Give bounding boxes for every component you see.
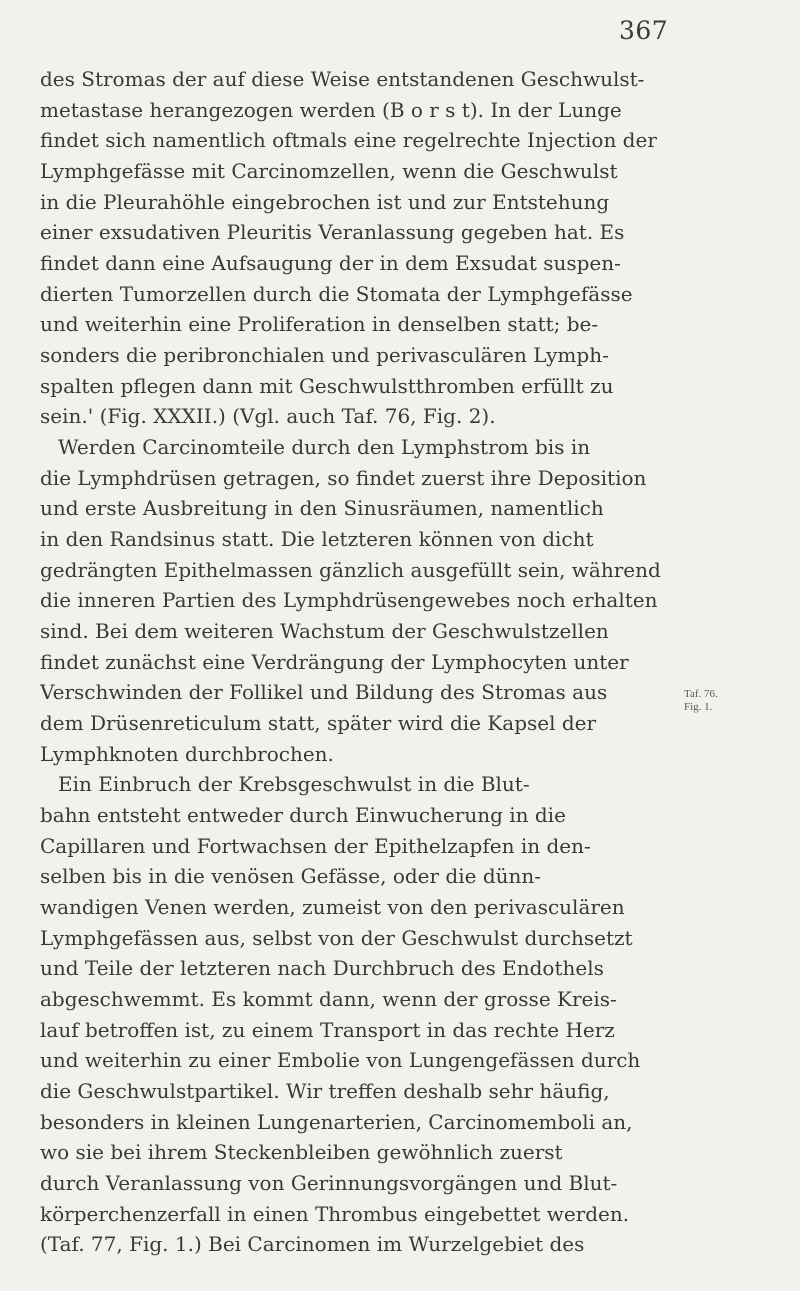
text-line-15: und erste Ausbreitung in den Sinusräumen, namentlich — [40, 496, 604, 520]
text-line-26: Capillaren und Fortwachsen der Epithelzapfen in den- — [40, 834, 591, 858]
text-line-31: abgeschwemmt. Es kommt dann, wenn der grosse Kreis- — [40, 987, 617, 1011]
text-line-21: Verschwinden der Follikel und Bildung des Stromas aus — [40, 680, 608, 704]
text-line-38: körperchenzerfall in einen Thrombus eingebettet werden. — [40, 1202, 630, 1226]
text-line-3: findet sich namentlich oftmals eine regelrechte Injection der — [40, 128, 657, 152]
text-line-16: in den Randsinus statt. Die letzteren können von dicht — [40, 527, 594, 551]
text-line-37: durch Veranlassung von Gerinnungsvorgängen und Blut- — [40, 1171, 618, 1195]
text-line-27: selben bis in die venösen Gefässe, oder die dünn- — [40, 864, 542, 888]
text-line-25: bahn entsteht entweder durch Einwucherung in die — [40, 803, 566, 827]
text-line-2: metastase herangezogen werden (B o r s t). In der Lunge — [40, 98, 622, 122]
text-line-1: des Stromas der auf diese Weise entstandenen Geschwulst- — [40, 67, 645, 91]
text-line-10: sonders die peribronchialen und perivasculären Lymph- — [40, 343, 609, 367]
text-line-22: dem Drüsenreticulum statt, später wird die Kapsel der — [40, 711, 597, 735]
text-line-20: findet zunächst eine Verdrängung der Lymphocyten unter — [40, 650, 629, 674]
text-line-13: Werden Carcinomteile durch den Lymphstrom bis in — [58, 435, 591, 459]
text-line-5: in die Pleurahöhle eingebrochen ist und zur Entstehung — [40, 190, 610, 214]
margin-note-figure: Fig. 1. — [684, 701, 713, 713]
margin-note-plate: Taf. 76. — [684, 688, 718, 700]
text-line-4: Lymphgefässe mit Carcinomzellen, wenn die Geschwulst — [40, 159, 618, 183]
text-line-23: Lymphknoten durchbrochen. — [40, 742, 334, 766]
margin-note — [684, 688, 738, 714]
text-line-6: einer exsudativen Pleuritis Veranlassung gegeben hat. Es — [40, 220, 625, 244]
text-line-11: spalten pflegen dann mit Geschwulstthromben erfüllt zu — [40, 374, 614, 398]
text-line-19: sind. Bei dem weiteren Wachstum der Geschwulstzellen — [40, 619, 609, 643]
text-line-17: gedrängten Epithelmassen gänzlich ausgefüllt sein, während — [40, 558, 661, 582]
text-line-32: lauf betroffen ist, zu einem Transport in das rechte Herz — [40, 1018, 615, 1042]
text-line-35: besonders in kleinen Lungenarterien, Carcinomemboli an, — [40, 1110, 633, 1134]
text-line-8: dierten Tumorzellen durch die Stomata der Lymphgefässe — [40, 282, 633, 306]
text-line-24: Ein Einbruch der Krebsgeschwulst in die Blut- — [58, 772, 530, 796]
text-line-12: sein.' (Fig. XXXII.) (Vgl. auch Taf. 76, Fig. 2). — [40, 404, 496, 428]
text-line-33: und weiterhin zu einer Embolie von Lungengefässen durch — [40, 1048, 641, 1072]
text-line-18: die inneren Partien des Lymphdrüsengewebes noch erhalten — [40, 588, 658, 612]
text-line-7: findet dann eine Aufsaugung der in dem Exsudat suspen- — [40, 251, 621, 275]
text-line-36: wo sie bei ihrem Steckenbleiben gewöhnlich zuerst — [40, 1140, 563, 1164]
page-number: 367 — [619, 16, 669, 45]
text-line-30: und Teile der letzteren nach Durchbruch des Endothels — [40, 956, 604, 980]
text-line-14: die Lymphdrüsen getragen, so findet zuerst ihre Deposition — [40, 466, 647, 490]
text-line-28: wandigen Venen werden, zumeist von den perivasculären — [40, 895, 625, 919]
text-line-34: die Geschwulstpartikel. Wir treffen deshalb sehr häufig, — [40, 1079, 610, 1103]
text-line-39: (Taf. 77, Fig. 1.) Bei Carcinomen im Wurzelgebiet des — [40, 1232, 585, 1256]
text-line-9: und weiterhin eine Proliferation in denselben statt; be- — [40, 312, 599, 336]
text-line-29: Lymphgefässen aus, selbst von der Geschwulst durchsetzt — [40, 926, 633, 950]
